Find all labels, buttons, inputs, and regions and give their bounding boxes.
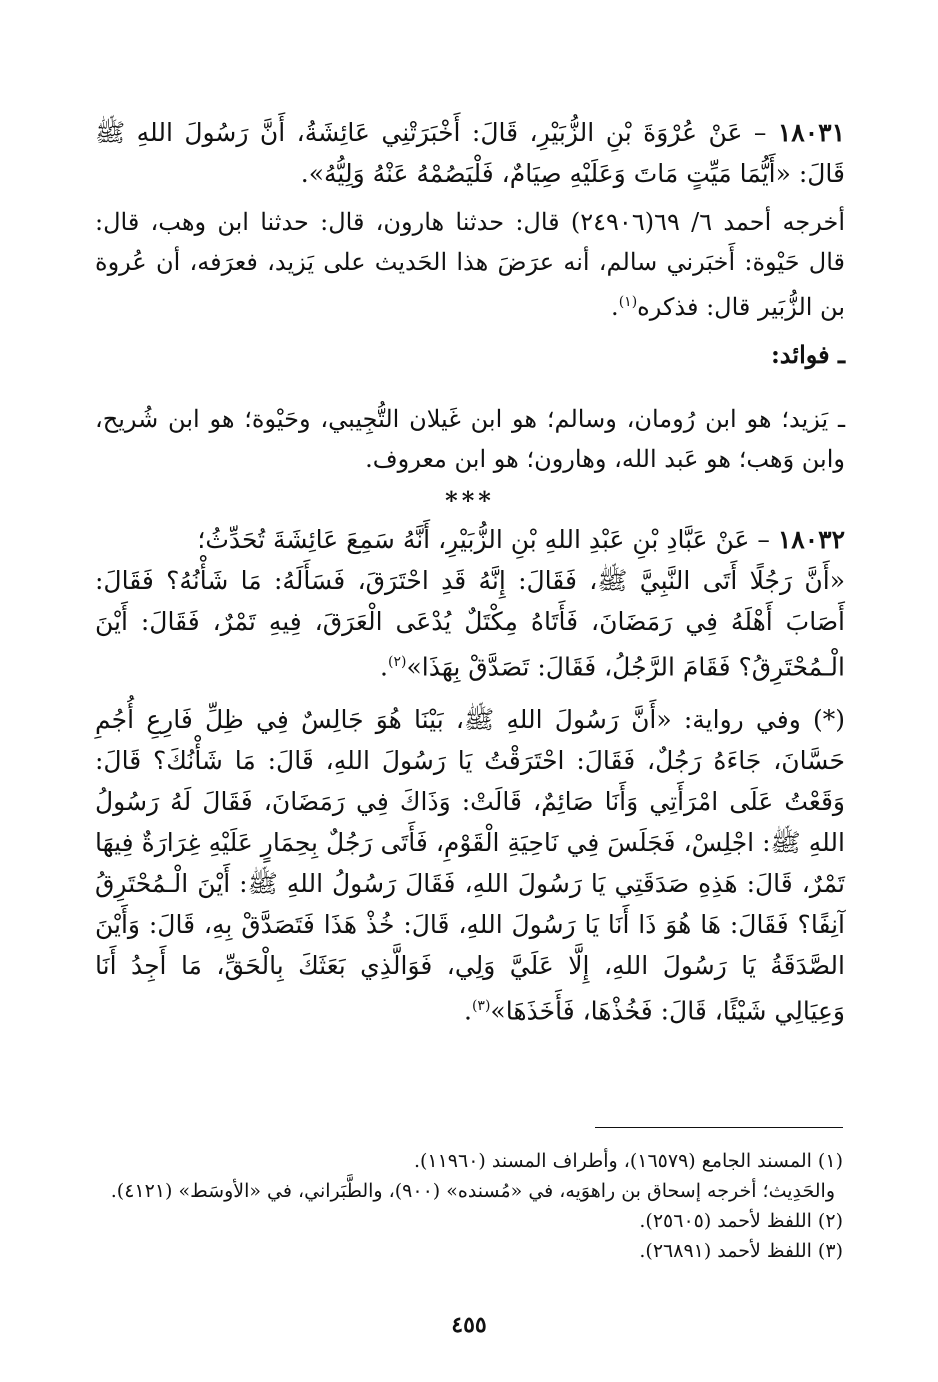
riwaya-text: (*) وفي رواية: «أَنَّ رَسُولَ اللهِ ﷺ، بَيْنَا هُوَ جَالِسٌ فِي ظِلِّ فَارِعِ أُجُمِ حَسَّانَ، جَاءَهُ رَجُلٌ، فَقَالَ: احْتَرَقْتُ يَا رَسُولَ اللهِ، قَالَ: مَا شَأْنُكَ؟ قَالَ: وَقَعْتُ عَلَى امْرَأَتِي وَأَنَا صَائِمٌ، قَالَتْ: وَذَاكَ فِي رَمَضَانَ، فَقَالَ لَهُ رَسُولُ اللهِ ﷺ: اجْلِسْ، فَجَلَسَ فِي نَاحِيَةِ الْقَوْمِ، فَأَتَى رَجُلٌ بِحِمَارٍ عَلَيْهِ غِرَارَةٌ فِيهَا تَمْرٌ، قَالَ: هَذِهِ صَدَقَتِي يَا رَسُولَ اللهِ، فَقَالَ رَسُولُ اللهِ ﷺ: أَيْنَ الْـمُحْتَرِقُ آنِفًا؟ فَقَالَ: هَا هُوَ ذَا أَنَا يَا رَسُولَ اللهِ، قَالَ: خُذْ هَذَا فَتَصَدَّقْ بِهِ، قَالَ: وَأَيْنَ الصَّدَقَةُ يَا رَسُولَ اللهِ، إِلَّا عَلَيَّ وَلِي، فَوَالَّذِي بَعَثَكَ بِالْحَقِّ، مَا أَجِدُ أَنَا وَعِيَالِي شَيْئًا، قَالَ: فَخُذْهَا، فَأَخَذَهَا» xyxy=(95,705,845,1026)
hadith-matn: «أَيُّمَا مَيِّتٍ مَاتَ وَعَلَيْهِ صِيَامٌ، فَلْيَصُمْهُ عَنْهُ وَلِيُّهُ». xyxy=(300,159,791,188)
footnote-divider xyxy=(595,1127,843,1128)
section-separator: *** xyxy=(445,486,495,515)
riwaya-paragraph xyxy=(95,699,845,1031)
hadith-matn-end: . xyxy=(380,652,388,682)
footnote-1: (١) المسند الجامع (١٦٥٧٩)، وأطراف المسند (١١٩٦٠). xyxy=(413,1150,843,1172)
hadith-dash: – xyxy=(753,118,767,147)
hadith-isnad: عَنْ عُرْوَةَ بْنِ الزُّبَيْرِ، قَالَ: أَخْبَرَتْنِي عَائِشَةُ، أَنَّ رَسُولَ اللهِ ﷺ قَالَ: xyxy=(95,118,845,188)
takhrij-text: أخرجه أحمد ٦/ ٦٩(٢٤٩٠٦) قال: حدثنا هارون، قال: حدثنا ابن وهب، قال: قال حَيْوة: أَخبَرني سالم، أنه عرَضَ هذا الحَديث على يَزيد، فعرَفه، أن عُروة بن الزُّبَير قال: فذكره xyxy=(95,208,845,321)
footnote-ref-3[interactable]: (٣) xyxy=(471,998,491,1015)
takhrij-end: . xyxy=(611,293,619,321)
footnote-1-continuation: والحَدِيث؛ أخرجه إسحاق بن راهوَيه، في «مُسنده» (٩٠٠)، والطَّبَراني، في «الأوسَط» (٤١٢١). xyxy=(110,1180,835,1202)
footnotes xyxy=(93,1146,843,1266)
footnote-2: (٢) اللفظ لأحمد (٢٥٦٠٥). xyxy=(639,1210,843,1232)
hadith-matn-paragraph xyxy=(95,560,845,687)
footnote-ref-2[interactable]: (٢) xyxy=(388,654,407,670)
riwaya-end: . xyxy=(463,996,472,1026)
fawaid-heading: ـ فوائد: xyxy=(770,340,845,369)
hadith-isnad: عَنْ عَبَّادِ بْنِ عَبْدِ اللهِ بْنِ الزُّبَيْرِ، أَنَّهُ سَمِعَ عَائِشَةَ تُحَدِّثُ؛ xyxy=(197,525,750,554)
hadith-number: ١٨٠٣٢ xyxy=(777,525,845,554)
hadith-18031 xyxy=(95,112,845,194)
footnote-3: (٣) اللفظ لأحمد (٢٦٨٩١). xyxy=(639,1240,843,1262)
page-body xyxy=(95,112,845,1032)
takhrij-paragraph xyxy=(95,202,845,327)
hadith-dash: – xyxy=(757,525,770,554)
fawaid-text: ـ يَزيد؛ هو ابن رُومان، وسالم؛ هو ابن غَيلان التُّجِيبي، وحَيْوة؛ هو ابن شُريح، وابن وَهب؛ هو عَبد الله، وهارون؛ هو ابن معروف. xyxy=(95,405,845,473)
footnote-ref-1[interactable]: (١) xyxy=(618,294,638,310)
page-number: ٤٥٥ xyxy=(451,1312,487,1338)
hadith-18032 xyxy=(95,519,845,560)
hadith-number: ١٨٠٣١ xyxy=(777,118,846,147)
hadith-matn: «أَنَّ رَجُلًا أَتَى النَّبِيَّ ﷺ، فَقَالَ: إِنَّهُ قَدِ احْتَرَقَ، فَسَأَلَهُ: مَا شَأْنُهُ؟ فَقَالَ: أَصَابَ أَهْلَهُ فِي رَمَضَانَ، فَأَتَاهُ مِكْتَلٌ يُدْعَى الْعَرَقَ، فِيهِ تَمْرٌ، فَقَالَ: أَيْنَ الْـمُحْتَرِقُ؟ فَقَامَ الرَّجُلُ، فَقَالَ: تَصَدَّقْ بِهَذَا» xyxy=(95,566,845,682)
